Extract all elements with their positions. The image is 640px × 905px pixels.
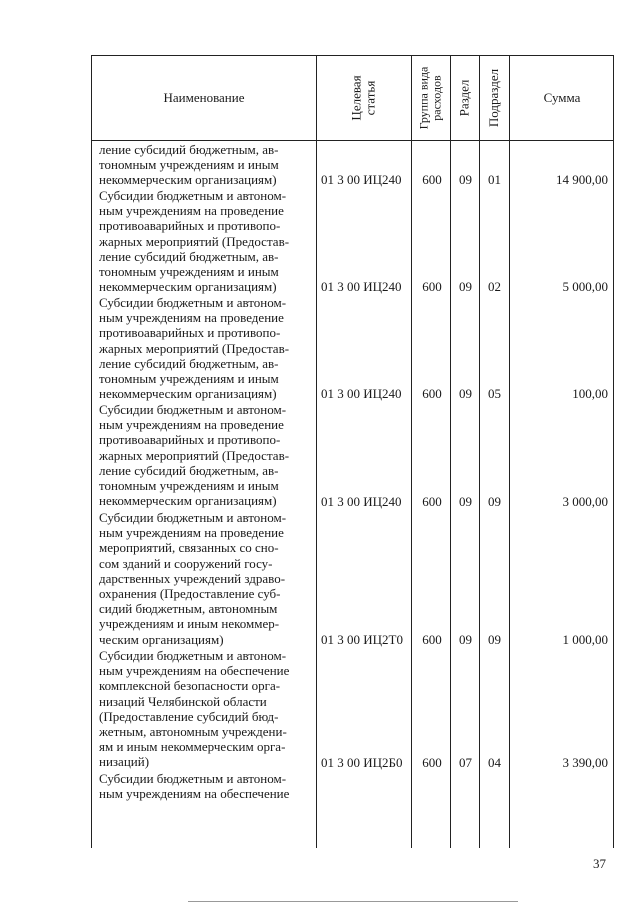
row-section: 09 — [459, 494, 472, 509]
header-name-label: Наименование — [163, 90, 245, 105]
row-name: Субсидии бюджетным и автоном- ным учреждениям на проведение мероприятий, связанных со сно- сом зданий и сооружений госу- дарственных учреждений здраво- охранения (Предоставление суб- сидий бюджетным, автономным учреждениям и иным некоммер- ческим организациям) — [99, 510, 287, 647]
header-expense-group — [411, 56, 450, 140]
header-subsection — [479, 56, 509, 140]
row-group: 600 — [422, 386, 442, 401]
header-divider — [92, 140, 613, 141]
header-name — [92, 56, 316, 140]
row-section: 09 — [459, 386, 472, 401]
row-subsection: 09 — [488, 632, 501, 647]
row-sum: 5 000,00 — [562, 279, 608, 294]
header-subsection-label: Подраздел — [486, 68, 502, 128]
row-sum: 14 900,00 — [556, 172, 608, 187]
row-sum: 3 000,00 — [562, 494, 608, 509]
header-group-line1: Группа вида — [416, 66, 431, 130]
row-group: 600 — [422, 279, 442, 294]
row-group: 600 — [422, 632, 442, 647]
row-code: 01 3 00 ИЦ240 — [321, 386, 402, 401]
row-subsection: 02 — [488, 279, 501, 294]
row-name: Субсидии бюджетным и автоном- ным учреждениям на проведение противоаварийных и противопо- жарных мероприятий (Предостав- ление субсидий бюджетным, ав- тономным учреждениям и иным некоммерческим организациям) — [99, 402, 290, 509]
row-section: 07 — [459, 755, 472, 770]
row-subsection: 04 — [488, 755, 501, 770]
header-target-line1: Целевая — [348, 75, 364, 121]
row-section: 09 — [459, 172, 472, 187]
row-sum: 1 000,00 — [562, 632, 608, 647]
row-subsection: 01 — [488, 172, 501, 187]
header-section-label: Раздел — [456, 79, 472, 117]
header-section — [450, 56, 479, 140]
row-group: 600 — [422, 755, 442, 770]
row-code: 01 3 00 ИЦ2Б0 — [321, 755, 403, 770]
header-sum — [509, 56, 615, 140]
header-target-article-label — [349, 75, 377, 120]
header-expense-group-label — [418, 67, 444, 130]
row-code: 01 3 00 ИЦ240 — [321, 279, 402, 294]
row-subsection: 05 — [488, 386, 501, 401]
header-group-line2: расходов — [429, 75, 444, 121]
row-group: 600 — [422, 494, 442, 509]
row-name: Субсидии бюджетным и автоном- ным учреждениям на обеспечение комплексной безопасности орга- низаций Челябинской области (Предоставление субсидий бюд- жетным, автономным учреждени- ям и иным некоммерческим орга- низаций) — [99, 648, 290, 770]
row-code: 01 3 00 ИЦ240 — [321, 172, 402, 187]
row-sum: 3 390,00 — [562, 755, 608, 770]
header-sum-label: Сумма — [543, 90, 581, 105]
column-divider — [316, 56, 317, 848]
footer-rule — [188, 901, 518, 902]
row-name: Субсидии бюджетным и автоном- ным учреждениям на проведение противоаварийных и противопо- жарных мероприятий (Предостав- ление субсидий бюджетным, ав- тономным учреждениям и иным некоммерческим организациям) — [99, 295, 290, 402]
row-subsection: 09 — [488, 494, 501, 509]
row-name: Субсидии бюджетным и автоном- ным учреждениям на проведение противоаварийных и противопо- жарных мероприятий (Предостав- ление субсидий бюджетным, ав- тономным учреждениям и иным некоммерческим организациям) — [99, 188, 290, 295]
budget-table — [91, 55, 614, 848]
header-target-line2: статья — [362, 80, 378, 116]
header-target-article — [316, 56, 411, 140]
row-group: 600 — [422, 172, 442, 187]
row-name: ление субсидий бюджетным, ав- тономным учреждениям и иным некоммерческим организациям) — [99, 142, 279, 188]
page-number: 37 — [593, 856, 606, 871]
row-section: 09 — [459, 279, 472, 294]
row-code: 01 3 00 ИЦ2Т0 — [321, 632, 403, 647]
row-code: 01 3 00 ИЦ240 — [321, 494, 402, 509]
row-section: 09 — [459, 632, 472, 647]
row-name: Субсидии бюджетным и автоном- ным учреждениям на обеспечение — [99, 771, 290, 802]
row-sum: 100,00 — [572, 386, 608, 401]
